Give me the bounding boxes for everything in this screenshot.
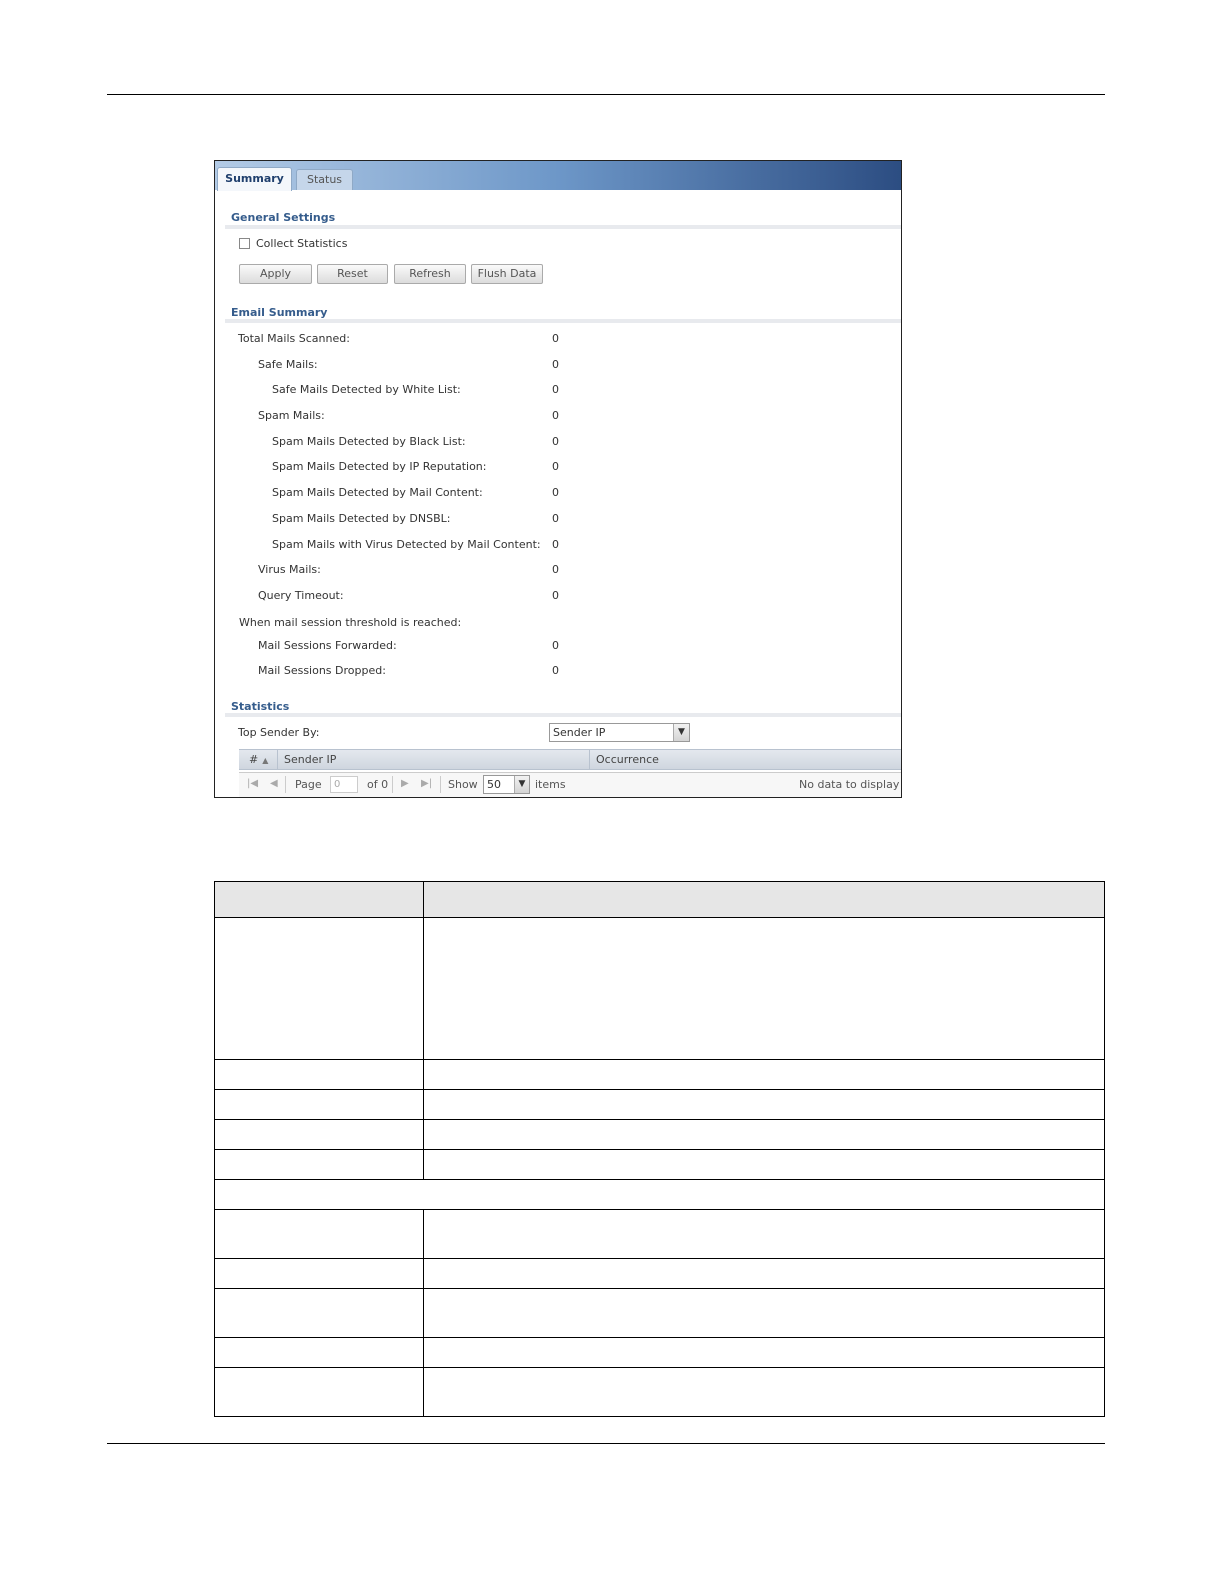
- top-sender-select[interactable]: [549, 723, 690, 742]
- pagination-bar: [239, 772, 901, 797]
- summary-row-value: 0: [552, 435, 559, 448]
- table-row: [215, 1120, 1105, 1150]
- table-cell: [424, 918, 1105, 1060]
- summary-row-label: Total Mails Scanned:: [238, 332, 350, 345]
- pager-separator: [440, 776, 441, 793]
- summary-row-value: 0: [552, 639, 559, 652]
- summary-row-label: Safe Mails:: [258, 358, 318, 371]
- summary-row-value: 0: [552, 486, 559, 499]
- tab-bar: [215, 161, 901, 190]
- column-separator: [277, 750, 278, 769]
- tab-status[interactable]: Status: [296, 169, 353, 190]
- summary-row-label: Query Timeout:: [258, 589, 344, 602]
- page-size-select[interactable]: [483, 775, 530, 794]
- summary-row-value: 0: [552, 383, 559, 396]
- table-cell: [215, 1060, 424, 1090]
- chevron-down-icon[interactable]: ▼: [673, 724, 689, 741]
- next-page-icon[interactable]: ▶: [401, 778, 409, 789]
- section-divider: [225, 713, 901, 717]
- table-cell: [424, 1060, 1105, 1090]
- table-row: [215, 1090, 1105, 1120]
- page-size-value: 50: [487, 778, 501, 791]
- table-cell: [215, 1368, 424, 1417]
- summary-row-value: 0: [552, 664, 559, 677]
- section-divider: [225, 319, 901, 323]
- pager-separator: [285, 776, 286, 793]
- table-row: [215, 1150, 1105, 1180]
- pager-separator: [392, 776, 393, 793]
- table-row: [215, 1259, 1105, 1289]
- top-sender-label: Top Sender By:: [238, 726, 320, 739]
- table-row: [215, 1289, 1105, 1338]
- table-cell: [424, 1368, 1105, 1417]
- page-header-rule: [107, 94, 1105, 95]
- table-cell: [424, 1338, 1105, 1368]
- summary-row-label: Spam Mails Detected by Black List:: [272, 435, 466, 448]
- table-cell: [215, 1090, 424, 1120]
- summary-row-label: Safe Mails Detected by White List:: [272, 383, 461, 396]
- summary-row-value: 0: [552, 460, 559, 473]
- table-row: [215, 1338, 1105, 1368]
- summary-row-label: Spam Mails:: [258, 409, 325, 422]
- table-cell: [215, 918, 424, 1060]
- page-number-input[interactable]: 0: [330, 776, 358, 793]
- collect-statistics-label: Collect Statistics: [256, 237, 348, 250]
- table-section-row: [215, 1180, 1105, 1210]
- summary-row-label: Mail Sessions Dropped:: [258, 664, 386, 677]
- tab-summary[interactable]: Summary: [217, 167, 292, 191]
- table-cell: [215, 1210, 424, 1259]
- table-cell: [215, 1259, 424, 1289]
- flush-data-button[interactable]: Flush Data: [471, 264, 543, 284]
- items-label: items: [535, 778, 566, 791]
- previous-page-icon[interactable]: ◀: [270, 778, 278, 789]
- summary-row-value: 0: [552, 589, 559, 602]
- column-separator: [589, 750, 590, 769]
- table-cell: [215, 1289, 424, 1338]
- column-header-occurrence[interactable]: Occurrence: [596, 753, 659, 766]
- table-cell: [424, 1150, 1105, 1180]
- table-row: [215, 1368, 1105, 1417]
- summary-row-value: 0: [552, 409, 559, 422]
- summary-row-label: Spam Mails with Virus Detected by Mail Content:: [272, 538, 541, 551]
- table-cell: [424, 1289, 1105, 1338]
- first-page-icon[interactable]: |◀: [247, 778, 259, 789]
- table-cell: [424, 1120, 1105, 1150]
- summary-row-label: Spam Mails Detected by IP Reputation:: [272, 460, 487, 473]
- table-cell: [215, 1338, 424, 1368]
- reset-button[interactable]: Reset: [317, 264, 388, 284]
- table-header-row: [215, 882, 1105, 918]
- summary-row-value: 0: [552, 332, 559, 345]
- last-page-icon[interactable]: ▶|: [421, 778, 433, 789]
- field-description-table: [214, 881, 1105, 1417]
- summary-row-value: 0: [552, 563, 559, 576]
- table-cell: [424, 1210, 1105, 1259]
- table-row: [215, 918, 1105, 1060]
- section-divider: [225, 225, 901, 229]
- table-cell: [424, 1090, 1105, 1120]
- table-cell: [424, 882, 1105, 918]
- top-sender-select-value: Sender IP: [553, 726, 606, 739]
- apply-button[interactable]: Apply: [239, 264, 312, 284]
- refresh-button[interactable]: Refresh: [394, 264, 466, 284]
- empty-grid-message: No data to display: [799, 778, 900, 791]
- sort-ascending-icon: ▲: [262, 756, 269, 765]
- summary-row-value: 0: [552, 538, 559, 551]
- summary-row-label: Virus Mails:: [258, 563, 321, 576]
- page-count-label: of 0: [367, 778, 389, 791]
- statistics-title: Statistics: [231, 700, 290, 713]
- summary-row-value: 0: [552, 358, 559, 371]
- screenshot-panel: [214, 160, 902, 798]
- statistics-grid-header: [239, 749, 901, 770]
- general-settings-title: General Settings: [231, 211, 336, 224]
- show-label: Show: [448, 778, 478, 791]
- table-cell: [215, 1150, 424, 1180]
- collect-statistics-checkbox[interactable]: [239, 238, 250, 249]
- table-cell: [215, 1180, 1105, 1210]
- page-label: Page: [295, 778, 322, 791]
- table-cell: [215, 1120, 424, 1150]
- column-header-number[interactable]: # ▲: [249, 753, 269, 766]
- summary-row-value: 0: [552, 512, 559, 525]
- page-footer-rule: [107, 1443, 1105, 1444]
- table-row: [215, 1060, 1105, 1090]
- table-row: [215, 1210, 1105, 1259]
- table-cell: [215, 882, 424, 918]
- email-summary-title: Email Summary: [231, 306, 328, 319]
- table-cell: [424, 1259, 1105, 1289]
- summary-row-label: Spam Mails Detected by Mail Content:: [272, 486, 483, 499]
- column-header-sender-ip[interactable]: Sender IP: [284, 753, 337, 766]
- summary-row-label: Mail Sessions Forwarded:: [258, 639, 397, 652]
- chevron-down-icon[interactable]: ▼: [514, 776, 529, 793]
- threshold-label: When mail session threshold is reached:: [239, 616, 462, 629]
- summary-row-label: Spam Mails Detected by DNSBL:: [272, 512, 451, 525]
